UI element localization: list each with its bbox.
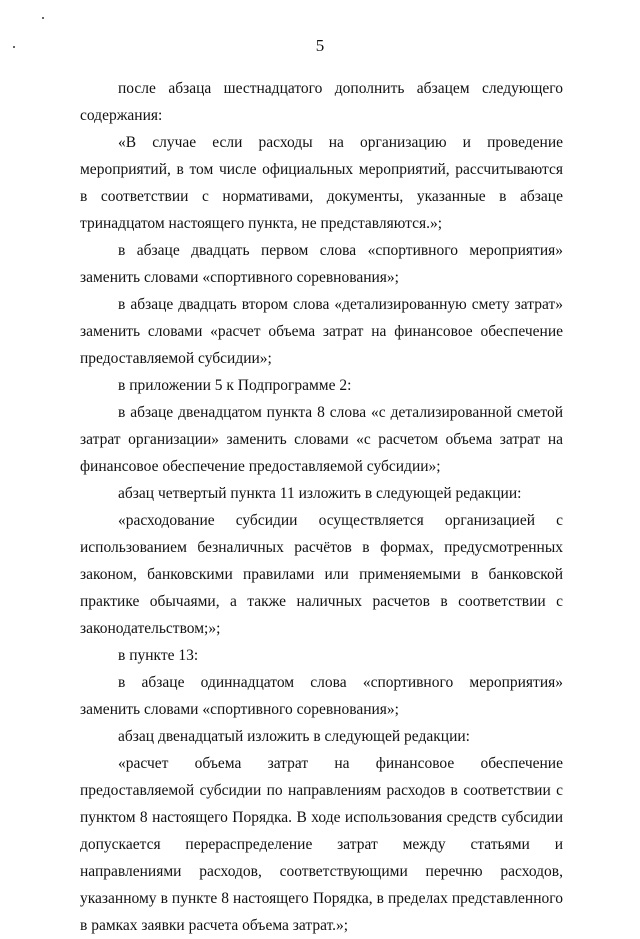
paragraph: после абзаца шестнадцатого дополнить абзацем следующего содержания: [80, 80, 563, 124]
page-number: 5 [315, 36, 325, 55]
paragraph: «расходование субсидии осуществляется организацией с использованием безналичных расчётов в формах, предусмотренных законом, банковскими правилами или применяемыми в банковской практике обычаями, а также наличных расчетов в соответствии с законодательством;»; [80, 512, 563, 637]
paragraph: «В случае если расходы на организацию и проведение мероприятий, в том числе официальных мероприятий, рассчитываются в соответствии с нормативами, документы, указанные в абзаце тринадцатом настоящего пункта, не представляются.»; [80, 134, 563, 232]
paragraph: в приложении 5 к Подпрограмме 2: [118, 377, 352, 394]
paragraph: в пункте 13: [118, 647, 199, 664]
paragraph: в абзаце двадцать втором слова «детализированную смету затрат» заменить словами «расчет объема затрат на финансовое обеспечение предоставляемой субсидии»; [80, 296, 563, 367]
paragraph: «расчет объема затрат на финансовое обеспечение предоставляемой субсидии по направлениям расходов в соответствии с пунктом 8 настоящего Порядка. В ходе использования средств субсидии допускается перераспределение затрат между статьями и направлениями расходов, соответствующими перечню расходов, указанному в пункте 8 настоящего Порядка, в пределах представленного в рамках заявки расчета объема затрат.»; [80, 755, 563, 934]
scan-speck [42, 17, 44, 19]
document-body [80, 75, 563, 939]
paragraph: в абзаце двенадцатом пункта 8 слова «с детализированной сметой затрат организации» заменить словами «с расчетом объема затрат на финансовое обеспечение предоставляемой субсидии»; [80, 404, 563, 475]
paragraph: абзац четвертый пункта 11 изложить в следующей редакции: [118, 485, 522, 502]
paragraph: абзац двенадцатый изложить в следующей редакции: [118, 728, 470, 745]
paragraph: в абзаце одиннадцатом слова «спортивного мероприятия» заменить словами «спортивного соревнования»; [80, 674, 563, 718]
paragraph: в абзаце двадцать первом слова «спортивного мероприятия» заменить словами «спортивного соревнования»; [80, 242, 563, 286]
